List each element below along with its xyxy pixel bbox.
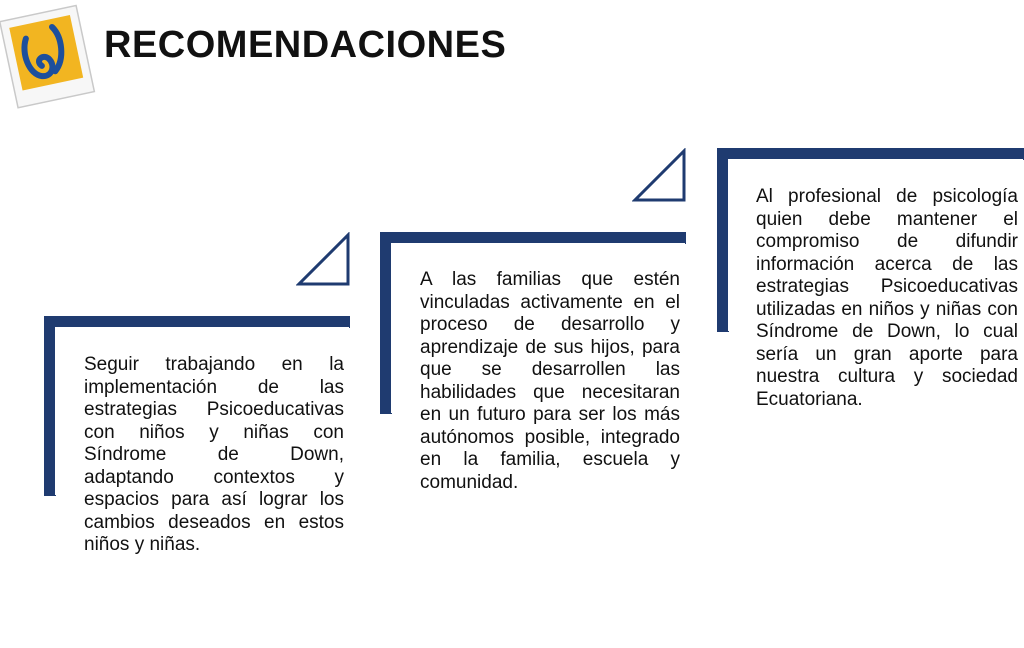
triangle-deco-icon (632, 148, 688, 204)
recommendation-1-text: Seguir trabajando en la implementación de las estrategias Psicoeducativas con niños y niñas con Síndrome de Down, adaptando contextos y espacios para así lograr los cambios deseados en estos niños y niñas. (84, 354, 344, 555)
triangle-deco-icon (296, 232, 352, 288)
recommendation-2-text: A las familias que estén vinculadas activamente en el proceso de desarrollo y aprendizaje de sus hijos, para que se desarrollen las habilidades que necesitaran en un futuro para ser los más autónomos posible, integrado en la familia, escuela y comunidad. (420, 269, 680, 493)
university-logo-icon (0, 0, 100, 112)
recommendation-3-text: Al profesional de psicología quien debe mantener el compromiso de difundir información acerca de las estrategias Psicoeducativas utilizadas en niños y niñas con Síndrome de Down, lo cual sería un gran aporte para nuestra cultura y sociedad Ecuatoriana. (756, 186, 1018, 410)
page-title: RECOMENDACIONES (104, 24, 507, 66)
